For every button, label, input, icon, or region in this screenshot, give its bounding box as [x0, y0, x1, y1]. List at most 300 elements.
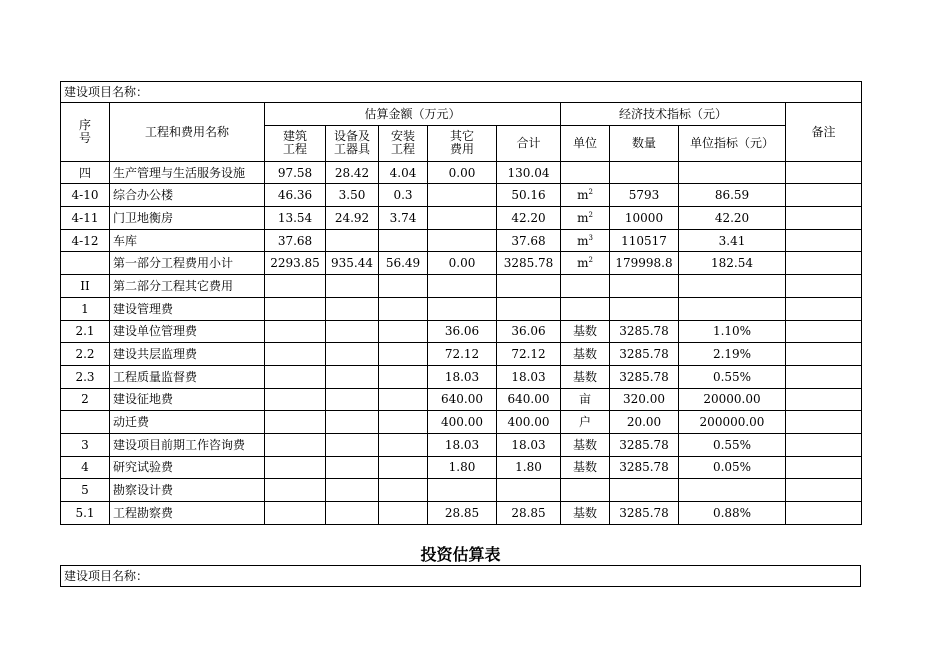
cell-building: [265, 433, 326, 456]
cell-other-text: 18.03: [444, 369, 480, 384]
cell-total: [497, 297, 561, 320]
cell-remark: [786, 184, 862, 207]
cell-building-text: 97.58: [277, 165, 313, 180]
cell-index: [679, 343, 786, 366]
header-building-text: 建筑工程: [282, 129, 307, 157]
cell-name-text: 动迁费: [113, 415, 150, 430]
cell-building: [265, 229, 326, 252]
table-row: [61, 252, 862, 275]
cell-other: [428, 388, 497, 411]
project-name-label: 建设项目名称：: [61, 82, 862, 103]
cell-qty: [610, 207, 679, 230]
cell-unit-text: 基数: [572, 347, 597, 362]
table-row: [61, 207, 862, 230]
cell-name: [110, 456, 265, 479]
table-row: [61, 388, 862, 411]
cell-equipment-text: 28.42: [334, 165, 370, 180]
cell-unit-text: 户: [578, 415, 591, 430]
cell-total-text: 18.03: [511, 437, 546, 452]
cell-unit-text: 基数: [572, 437, 597, 452]
cell-name-text: 建设项目前期工作咨询费: [113, 437, 246, 452]
cell-unit: [561, 411, 610, 434]
cell-unit: [561, 502, 610, 525]
cell-name-text: 门卫地衡房: [113, 210, 174, 225]
cell-seq: [61, 433, 110, 456]
cell-name-text: 第一部分工程费用小计: [113, 256, 234, 271]
cell-name: [110, 388, 265, 411]
cell-unit: [561, 161, 610, 184]
cell-other-text: 0.00: [448, 256, 476, 271]
cell-qty-text: 3285.78: [619, 369, 669, 384]
table-row: [61, 161, 862, 184]
cell-index-text: 1.10%: [712, 324, 752, 339]
cell-seq-text: 3: [81, 437, 89, 452]
table-row: [61, 297, 862, 320]
cell-seq-text: 1: [81, 301, 89, 316]
cell-name: [110, 479, 265, 502]
cell-name-text: 第二部分工程其它费用: [113, 278, 234, 293]
cell-install: [379, 388, 428, 411]
cell-qty: [610, 388, 679, 411]
cell-building: [265, 320, 326, 343]
cell-building: [265, 456, 326, 479]
cell-other: [428, 411, 497, 434]
cell-other: [428, 456, 497, 479]
cell-install-text: 3.74: [389, 210, 417, 225]
table-row: [61, 479, 862, 502]
cell-remark: [786, 365, 862, 388]
cell-qty: [610, 411, 679, 434]
cell-building: [265, 184, 326, 207]
cell-unit-text: 基数: [572, 324, 597, 339]
table-row: [61, 433, 862, 456]
cell-other: [428, 161, 497, 184]
cell-index-text: 86.59: [714, 188, 750, 203]
cell-qty-text: 179998.8: [615, 256, 673, 271]
cell-index: [679, 411, 786, 434]
cell-install-text: 0.3: [393, 188, 413, 203]
cell-remark: [786, 275, 862, 298]
cell-install: [379, 184, 428, 207]
cell-qty: [610, 433, 679, 456]
cell-equipment: [326, 229, 379, 252]
cell-remark: [786, 479, 862, 502]
cell-seq: [61, 411, 110, 434]
cell-name-text: 建设单位管理费: [113, 324, 198, 339]
cell-other: [428, 184, 497, 207]
cell-install-text: 56.49: [385, 256, 421, 271]
cell-other-text: 72.12: [444, 347, 480, 362]
cell-remark: [786, 229, 862, 252]
cell-equipment: [326, 320, 379, 343]
table-header: [61, 82, 862, 162]
cell-install: [379, 343, 428, 366]
cell-seq: [61, 297, 110, 320]
estimate-table: [60, 81, 862, 525]
header-unit-index: 单位指标（元）: [679, 125, 786, 161]
cell-equipment: [326, 343, 379, 366]
table-row: [61, 365, 862, 388]
cell-equipment-text: 935.44: [331, 256, 373, 271]
cell-building-text: 46.36: [277, 188, 313, 203]
cell-seq: [61, 252, 110, 275]
cell-name-text: 生产管理与生活服务设施: [113, 165, 246, 180]
cell-qty: [610, 229, 679, 252]
cell-seq: [61, 343, 110, 366]
cell-index: [679, 479, 786, 502]
cell-seq: [61, 161, 110, 184]
cell-remark: [786, 320, 862, 343]
cell-name-text: 建设征地费: [113, 392, 174, 407]
cell-index: [679, 207, 786, 230]
cell-remark: [786, 343, 862, 366]
cell-unit-text: 基数: [572, 460, 597, 475]
cell-seq-text: 四: [78, 165, 91, 180]
cell-total: [497, 275, 561, 298]
cell-seq-text: 4-10: [71, 188, 99, 203]
cell-qty: [610, 456, 679, 479]
cell-name-text: 勘察设计费: [113, 483, 174, 498]
cell-other-text: 36.06: [444, 324, 480, 339]
cell-unit: [561, 433, 610, 456]
cell-name-text: 工程勘察费: [113, 505, 174, 520]
cell-install: [379, 411, 428, 434]
cell-name: [110, 275, 265, 298]
cell-unit: [561, 456, 610, 479]
cell-total: [497, 320, 561, 343]
cell-equipment-text: 24.92: [334, 210, 370, 225]
cell-qty: [610, 297, 679, 320]
cell-other-text: 400.00: [441, 415, 483, 430]
cell-total: [497, 365, 561, 388]
cell-remark: [786, 388, 862, 411]
unit-exponent: 2: [588, 210, 593, 219]
second-project-name-row: [61, 566, 861, 587]
cell-qty-text: 5793: [628, 188, 660, 203]
cell-qty-text: 20.00: [626, 415, 662, 430]
cell-other: [428, 479, 497, 502]
cell-index: [679, 365, 786, 388]
cell-building: [265, 275, 326, 298]
cell-name-text: 综合办公楼: [113, 188, 174, 203]
cell-building: [265, 207, 326, 230]
cell-qty-text: 320.00: [623, 392, 665, 407]
cell-building: [265, 297, 326, 320]
cell-total-text: 640.00: [507, 392, 550, 407]
cell-total-text: 400.00: [507, 415, 550, 430]
table-title: 投资估算表: [420, 545, 501, 564]
cell-seq: [61, 229, 110, 252]
cell-qty: [610, 320, 679, 343]
second-sheet: [60, 565, 861, 587]
cell-index: [679, 502, 786, 525]
cell-building: [265, 343, 326, 366]
header-equipment: [326, 125, 379, 161]
cell-seq: [61, 184, 110, 207]
unit-exponent: 2: [588, 188, 593, 197]
cell-total: [497, 229, 561, 252]
cell-total: [497, 502, 561, 525]
cell-building: [265, 479, 326, 502]
cell-other: [428, 275, 497, 298]
cell-install: [379, 207, 428, 230]
cell-install: [379, 365, 428, 388]
cell-seq-text: 2.2: [75, 347, 95, 362]
cell-install: [379, 161, 428, 184]
cell-index-text: 0.55%: [712, 369, 752, 384]
cell-other: [428, 343, 497, 366]
cell-unit: [561, 275, 610, 298]
cell-other-text: 0.00: [448, 165, 476, 180]
cell-equipment: [326, 433, 379, 456]
cell-qty-text: 3285.78: [619, 324, 669, 339]
cell-seq: [61, 388, 110, 411]
cell-unit-text: m: [577, 256, 589, 271]
cell-name: [110, 252, 265, 275]
cell-name: [110, 161, 265, 184]
project-name-row: [61, 82, 862, 103]
cell-other-text: 1.80: [448, 460, 476, 475]
cell-seq-text: 2.3: [75, 369, 95, 384]
cell-total-text: 3285.78: [503, 256, 554, 271]
cell-total: [497, 479, 561, 502]
cell-unit-text: 基数: [572, 369, 597, 384]
cell-total-text: 42.20: [511, 210, 546, 225]
cell-qty: [610, 343, 679, 366]
cell-total-text: 37.68: [511, 233, 546, 248]
cell-install-text: 4.04: [389, 165, 417, 180]
cell-equipment: [326, 275, 379, 298]
cell-building: [265, 365, 326, 388]
cell-equipment: [326, 207, 379, 230]
cell-remark: [786, 297, 862, 320]
cell-index: [679, 252, 786, 275]
cell-index: [679, 229, 786, 252]
header-estimate-group: 估算金额（万元）: [265, 103, 561, 126]
cell-seq-text: 5: [81, 483, 89, 498]
cell-total-text: 130.04: [507, 165, 550, 180]
cell-remark: [786, 456, 862, 479]
cell-name-text: 工程质量监督费: [113, 369, 198, 384]
cell-total-text: 36.06: [511, 324, 546, 339]
cell-name-text: 车库: [113, 233, 138, 248]
cell-total: [497, 433, 561, 456]
cell-index-text: 3.41: [718, 233, 746, 248]
table-row: [61, 456, 862, 479]
cell-name: [110, 229, 265, 252]
second-table: [60, 565, 861, 587]
cell-seq-text: 2.1: [75, 324, 95, 339]
cell-building: [265, 411, 326, 434]
cell-other-text: 640.00: [441, 392, 483, 407]
cell-remark: [786, 411, 862, 434]
header-indicator-group: 经济技术指标（元）: [561, 103, 786, 126]
cell-equipment: [326, 184, 379, 207]
cell-index: [679, 320, 786, 343]
cell-building: [265, 161, 326, 184]
cell-index-text: 0.88%: [712, 505, 752, 520]
second-project-name-label: 建设项目名称：: [61, 566, 861, 587]
cell-building: [265, 502, 326, 525]
estimate-sheet: [60, 81, 861, 525]
cell-other: [428, 433, 497, 456]
cell-qty-text: 3285.78: [619, 347, 669, 362]
cell-total-text: 28.85: [511, 505, 546, 520]
cell-qty-text: 3285.78: [619, 437, 669, 452]
cell-other-text: 18.03: [444, 437, 480, 452]
header-install: [379, 125, 428, 161]
cell-other-text: 28.85: [444, 505, 480, 520]
cell-building: [265, 252, 326, 275]
cell-index-text: 20000.00: [703, 392, 761, 407]
cell-equipment: [326, 388, 379, 411]
cell-qty: [610, 184, 679, 207]
table-row: [61, 502, 862, 525]
table-body: [61, 161, 862, 524]
cell-qty-text: 10000: [624, 210, 664, 225]
header-name: 工程和费用名称: [110, 103, 265, 162]
cell-seq-text: 2: [81, 392, 89, 407]
cell-total: [497, 411, 561, 434]
cell-total: [497, 184, 561, 207]
header-remark: 备注: [786, 103, 862, 162]
cell-seq-text: 4-12: [71, 233, 99, 248]
cell-total-text: 18.03: [511, 369, 546, 384]
table-row: [61, 411, 862, 434]
cell-seq-text: 5.1: [75, 505, 95, 520]
cell-remark: [786, 252, 862, 275]
cell-other: [428, 365, 497, 388]
cell-install: [379, 252, 428, 275]
header-total: 合计: [497, 125, 561, 161]
cell-seq-text: II: [80, 278, 90, 293]
cell-other: [428, 502, 497, 525]
cell-qty: [610, 365, 679, 388]
cell-install: [379, 320, 428, 343]
cell-qty: [610, 479, 679, 502]
cell-qty-text: 3285.78: [619, 505, 669, 520]
table-row: [61, 275, 862, 298]
cell-total: [497, 252, 561, 275]
cell-building-text: 37.68: [277, 233, 313, 248]
cell-name: [110, 184, 265, 207]
cell-seq: [61, 320, 110, 343]
cell-index: [679, 184, 786, 207]
cell-index-text: 182.54: [711, 256, 753, 271]
cell-unit: [561, 184, 610, 207]
cell-name: [110, 207, 265, 230]
cell-other: [428, 229, 497, 252]
cell-unit: [561, 297, 610, 320]
cell-remark: [786, 207, 862, 230]
cell-equipment: [326, 456, 379, 479]
cell-unit: [561, 252, 610, 275]
cell-building-text: 13.54: [277, 210, 313, 225]
cell-unit: [561, 388, 610, 411]
cell-unit: [561, 207, 610, 230]
cell-unit: [561, 365, 610, 388]
cell-unit-text: 亩: [578, 392, 591, 407]
cell-total: [497, 388, 561, 411]
cell-total: [497, 343, 561, 366]
cell-name-text: 研究试验费: [113, 460, 174, 475]
header-qty: 数量: [610, 125, 679, 161]
cell-index: [679, 433, 786, 456]
cell-equipment: [326, 161, 379, 184]
cell-seq-text: 4: [81, 460, 89, 475]
cell-unit: [561, 343, 610, 366]
cell-equipment: [326, 252, 379, 275]
cell-unit: [561, 479, 610, 502]
cell-unit-text: m: [577, 233, 589, 248]
cell-qty: [610, 275, 679, 298]
cell-qty: [610, 252, 679, 275]
cell-equipment: [326, 479, 379, 502]
cell-index-text: 0.05%: [712, 460, 752, 475]
cell-qty-text: 110517: [621, 233, 667, 248]
cell-index: [679, 161, 786, 184]
table-row: [61, 320, 862, 343]
cell-total-text: 1.80: [515, 460, 542, 475]
cell-name: [110, 320, 265, 343]
cell-install: [379, 275, 428, 298]
cell-index-text: 0.55%: [712, 437, 752, 452]
header-seq-text: 序号: [78, 117, 91, 145]
cell-name-text: 建设共层监理费: [113, 347, 198, 362]
cell-seq: [61, 479, 110, 502]
cell-remark: [786, 161, 862, 184]
cell-qty: [610, 161, 679, 184]
cell-install: [379, 297, 428, 320]
cell-unit: [561, 320, 610, 343]
cell-qty: [610, 502, 679, 525]
cell-total: [497, 161, 561, 184]
cell-name: [110, 411, 265, 434]
cell-total-text: 50.16: [511, 188, 546, 203]
cell-equipment: [326, 297, 379, 320]
table-row: [61, 229, 862, 252]
cell-name: [110, 433, 265, 456]
cell-remark: [786, 433, 862, 456]
table-row: [61, 184, 862, 207]
cell-seq: [61, 502, 110, 525]
cell-index: [679, 456, 786, 479]
cell-install: [379, 229, 428, 252]
cell-install: [379, 502, 428, 525]
cell-equipment: [326, 502, 379, 525]
cell-total-text: 72.12: [511, 347, 546, 362]
cell-equipment: [326, 411, 379, 434]
cell-install: [379, 479, 428, 502]
cell-install: [379, 456, 428, 479]
cell-name: [110, 365, 265, 388]
cell-name: [110, 502, 265, 525]
cell-seq: [61, 456, 110, 479]
cell-index-text: 2.19%: [712, 347, 752, 362]
cell-other: [428, 297, 497, 320]
cell-seq: [61, 207, 110, 230]
cell-building-text: 2293.85: [270, 256, 320, 271]
header-other: [428, 125, 497, 161]
cell-total: [497, 456, 561, 479]
cell-total: [497, 207, 561, 230]
cell-building: [265, 388, 326, 411]
cell-remark: [786, 502, 862, 525]
table-row: [61, 343, 862, 366]
cell-unit-text: m: [577, 210, 589, 225]
cell-other: [428, 252, 497, 275]
header-other-text: 其它费用: [449, 129, 474, 157]
